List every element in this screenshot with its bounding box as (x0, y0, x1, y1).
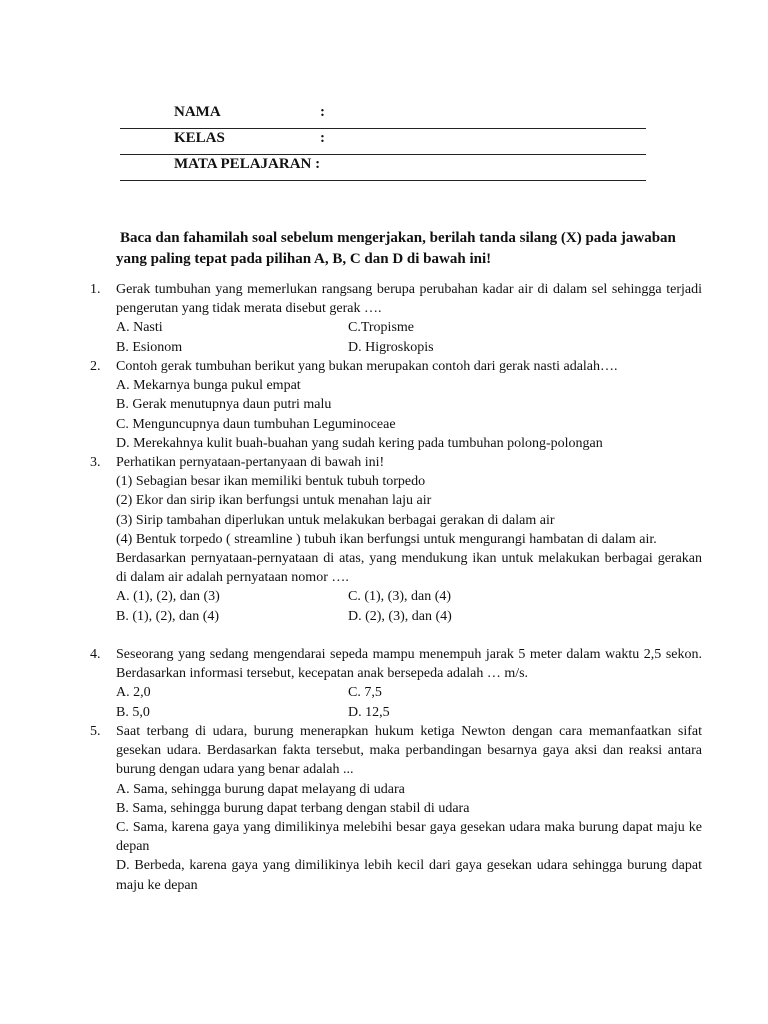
statement-4: (4) Bentuk torpedo ( streamline ) tubuh ikan berfungsi untuk mengurangi hambatan di dalam air. (116, 531, 657, 547)
question-text-2: Berdasarkan pernyataan-pernyataan di atas, yang mendukung ikan untuk melakukan berbagai gerakan di dalam air adalah pernyataan nomor …. (116, 551, 702, 586)
option-b: B. Gerak menutupnya daun putri malu (116, 397, 332, 413)
option-d: D. Berbeda, karena gaya yang dimilikinya lebih kecil dari gaya gesekan udara sehingga burung dapat maju ke depan (116, 858, 702, 893)
question-number: 4. (90, 647, 101, 662)
question-text: Saat terbang di udara, burung menerapkan hukum ketiga Newton dengan cara memanfaatkan sifat gesekan udara. Berdasarkan fakta tersebut, maka perbandingan besarnya gaya aksi dan reaksi antara burung dengan udara yang benar adalah ... (116, 724, 702, 778)
option-d: D. 12,5 (348, 704, 390, 720)
option-a: A. (1), (2), dan (3) (116, 589, 220, 605)
question-4 (90, 645, 702, 722)
statement-2: (2) Ekor dan sirip ikan berfungsi untuk menahan laju air (116, 493, 432, 509)
options-row (116, 587, 702, 606)
question-text: Perhatikan pernyataan-pertanyaan di bawah ini! (116, 455, 385, 470)
option-d: D. Higroskopis (348, 339, 434, 355)
options-row (116, 338, 702, 357)
question-number: 1. (90, 282, 101, 297)
options-row (116, 318, 702, 337)
question-1 (90, 280, 702, 357)
option-c: C.Tropisme (348, 320, 415, 336)
question-number: 5. (90, 724, 101, 739)
option-c: C. 7,5 (348, 685, 382, 701)
question-3 (90, 453, 702, 626)
option-c: C. (1), (3), dan (4) (348, 589, 452, 605)
option-c: C. Menguncupnya daun tumbuhan Leguminoceae (116, 416, 396, 432)
question-text: Gerak tumbuhan yang memerlukan rangsang berupa perubahan kadar air di dalam sel sehingga terjadi pengerutan yang tidak merata disebut gerak …. (116, 282, 702, 317)
mata-pelajaran-label: MATA PELAJARAN : (174, 156, 321, 172)
option-d: D. (2), (3), dan (4) (348, 608, 452, 624)
option-b: B. Esionom (116, 339, 183, 355)
option-d: D. Merekahnya kulit buah-buahan yang sudah kering pada tumbuhan polong-polongan (116, 435, 603, 451)
question-text: Seseorang yang sedang mengendarai sepeda mampu menempuh jarak 5 meter dalam waktu 2,5 sekon. Berdasarkan informasi tersebut, kecepatan anak bersepeda adalah … m/s. (116, 647, 702, 682)
header-row-mata-pelajaran (120, 154, 646, 181)
options-row (116, 607, 702, 626)
question-5 (90, 722, 702, 895)
options-row (116, 703, 702, 722)
question-number: 3. (90, 455, 101, 470)
option-a: A. Sama, sehingga burung dapat melayang di udara (116, 781, 405, 797)
question-number: 2. (90, 359, 101, 374)
statement-3: (3) Sirip tambahan diperlukan untuk melakukan berbagai gerakan di dalam air (116, 512, 555, 528)
option-c: C. Sama, karena gaya yang dimilikinya melebihi besar gaya gesekan udara maka burung dapat maju ke depan (116, 820, 702, 855)
statement-1: (1) Sebagian besar ikan memiliki bentuk tubuh torpedo (116, 474, 426, 490)
header-row-nama (120, 102, 646, 129)
kelas-label: KELAS (174, 130, 225, 146)
header-row-kelas (120, 128, 646, 155)
option-b: B. Sama, sehingga burung dapat terbang dengan stabil di udara (116, 800, 470, 816)
kelas-colon: : (320, 130, 325, 146)
question-text: Contoh gerak tumbuhan berikut yang bukan merupakan contoh dari gerak nasti adalah…. (116, 359, 618, 374)
instruction: Baca dan fahamilah soal sebelum mengerjakan, berilah tanda silang (X) pada jawaban yang paling tepat pada pilihan A, B, C dan D di bawah ini! (116, 230, 676, 267)
option-a: A. Mekarnya bunga pukul empat (116, 378, 301, 394)
option-a: A. 2,0 (116, 685, 151, 701)
nama-colon: : (320, 104, 325, 120)
option-a: A. Nasti (116, 320, 163, 336)
option-b: B. 5,0 (116, 704, 150, 720)
option-b: B. (1), (2), dan (4) (116, 608, 220, 624)
nama-label: NAMA (174, 104, 221, 120)
question-2 (90, 357, 702, 453)
options-row (116, 683, 702, 702)
